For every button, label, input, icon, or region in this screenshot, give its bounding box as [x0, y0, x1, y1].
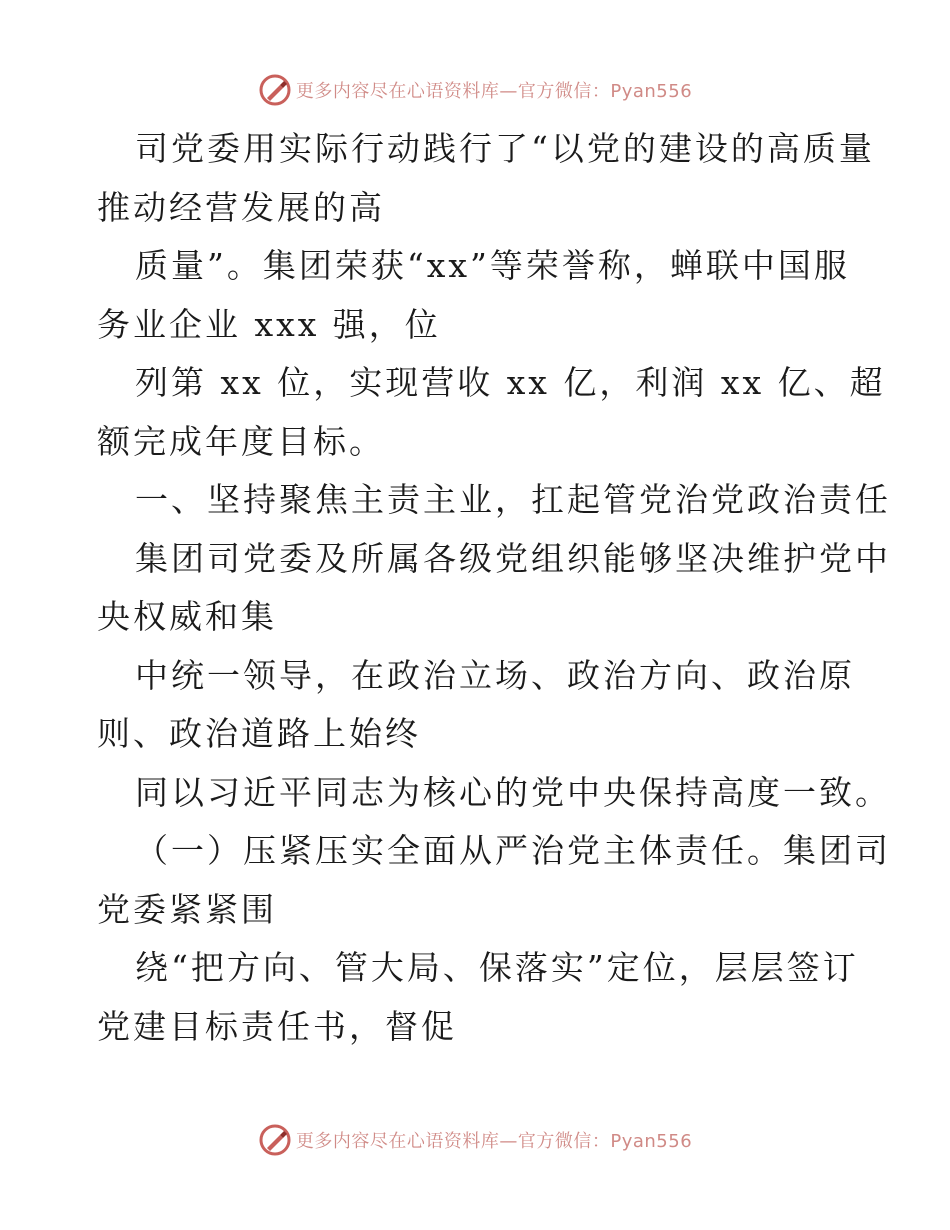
pen-logo-icon [258, 1123, 292, 1157]
document-line: 质量”。集团荣获“xx”等荣誉称，蝉联中国服 [135, 246, 850, 285]
watermark-text: 更多内容尽在心语资料库—官方微信：Pyan556 [295, 81, 693, 102]
footer-watermark [0, 1120, 950, 1160]
document-line: 绕“把方向、管大局、保落实”定位，层层签订 [135, 948, 859, 987]
document-line: 中统一领导，在政治立场、政治方向、政治原 [135, 655, 855, 695]
document-line: 党委紧紧围 [97, 889, 277, 929]
pen-logo-icon [258, 73, 292, 107]
document-line: 列第 xx 位，实现营收 xx 亿，利润 xx 亿、超 [135, 363, 886, 402]
document-line: 同以习近平同志为核心的党中央保持高度一致。 [135, 772, 891, 812]
document-line: （一）压紧压实全面从严治党主体责任。集团司 [135, 831, 891, 870]
document-line: 则、政治道路上始终 [97, 714, 421, 753]
document-body [97, 120, 891, 1056]
header-watermark [0, 70, 950, 110]
document-line: 推动经营发展的高 [97, 187, 385, 227]
document-line: 集团司党委及所属各级党组织能够坚决维护党中 [135, 538, 891, 578]
document-line: 党建目标责任书，督促 [97, 1006, 457, 1046]
document-line: 一、坚持聚焦主责主业，扛起管党治党政治责任 [135, 480, 891, 519]
document-line: 司党委用实际行动践行了“以党的建设的高质量 [135, 129, 875, 168]
watermark-text: 更多内容尽在心语资料库—官方微信：Pyan556 [295, 1131, 693, 1152]
document-line: 务业企业 xxx 强，位 [97, 304, 441, 344]
document-line: 央权威和集 [97, 597, 277, 636]
document-line: 额完成年度目标。 [97, 421, 385, 461]
